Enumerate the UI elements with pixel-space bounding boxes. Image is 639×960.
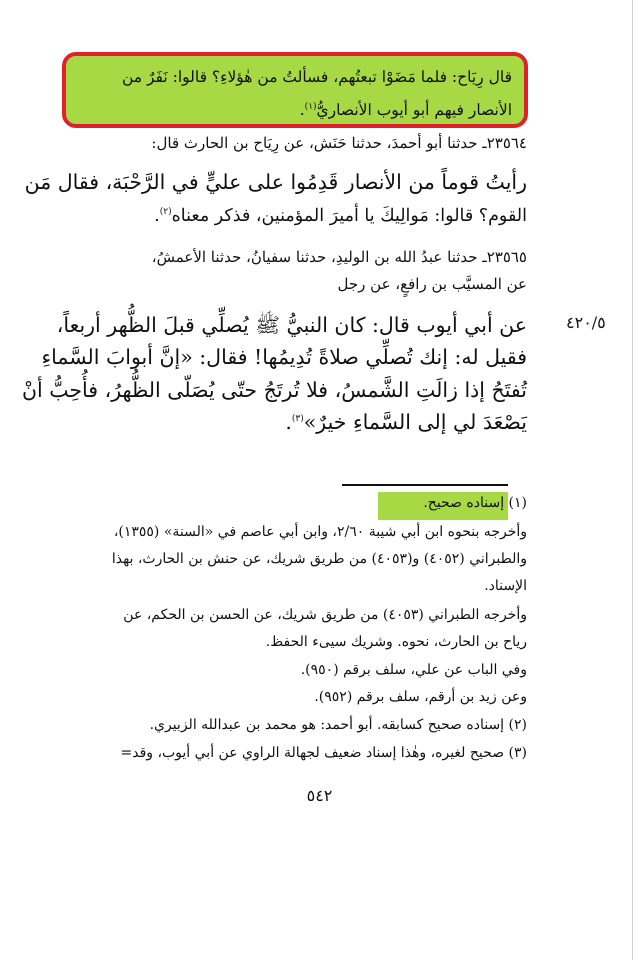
- page-number: ٥٤٢: [306, 786, 333, 805]
- hadith-23564-text-line-1: رأيتُ قوماً من الأنصار قَدِمُوا على عليٍّ في الرَّحْبَة، فقال مَن: [24, 170, 527, 194]
- highlighted-passage: [62, 52, 528, 128]
- footnote-1-line-2: والطبراني (٤٠٥٢) و(٤٠٥٣) من طريق شريك، عن حنش بن الحارث، بهذا: [111, 551, 527, 567]
- footnote-ref-2[interactable]: (٢): [159, 207, 172, 218]
- footnote-1-line-3: الإسناد.: [484, 578, 527, 594]
- footnote-1-line-1: وأخرجه بنحوه ابن أبي شيبة ٢/٦٠، وابن أبي عاصم في «السنة» (١٣٥٥)،: [113, 524, 527, 540]
- footnote-1-line-7: وعن زيد بن أرقم، سلف برقم (٩٥٢).: [314, 689, 527, 705]
- hadith-23565-text-line-2: فقيل له: إنك تُصلِّي صلاةً تُدِيمُها! فقال: «إنَّ أبوابَ السَّماءِ: [41, 345, 527, 369]
- hadith-23565-chain-line-2: عن المسيَّب بن رافعٍ، عن رجل: [337, 275, 527, 293]
- footnote-1-line-4: وأخرجه الطبراني (٤٠٥٣) من طريق شريك، عن الحسن بن الحكم، عن: [123, 607, 527, 623]
- footnote-1-title: (١) إسناده صحيح.: [423, 495, 527, 511]
- highlight-line-2: الأنصار فيهم أبو أيوب الأنصاريُّ$^{(١)}$.: [299, 101, 512, 120]
- highlight-line-1: قال رِيَاح: فلما مَضَوْا تبعتُهم، فسألتُ من هٰؤلاءِ؟ قالوا: نَفَرٌ من: [121, 68, 512, 86]
- footnote-ref-3[interactable]: (٣): [291, 414, 304, 425]
- footnote-separator: [342, 484, 508, 486]
- hadith-23565-text-line-1: عن أبي أيوب قال: كان النبيُّ ﷺ يُصلِّي قبلَ الظُّهر أربعاً،: [56, 313, 527, 337]
- hadith-23565-text-line-3: تُفتَحُ إذا زالَتِ الشَّمسُ، فلا تُرتَجُ حتّى يُصَلّى الظُّهرُ، فأُحِبُّ أنْ: [21, 378, 527, 402]
- footnote-2: (٢) إسناده صحيح كسابقه. أبو أحمد: هو محمد بن عبدالله الزبيري.: [149, 717, 527, 733]
- footnote-3: (٣) صحيح لغيره، وهٰذا إسناد ضعيف لجهالة الراوي عن أبي أيوب، وقد=: [120, 745, 527, 761]
- page-edge-line: [632, 0, 633, 960]
- footnote-1-line-6: وفي الباب عن علي، سلف برقم (٩٥٠).: [300, 662, 527, 678]
- footnote-1-line-5: رياح بن الحارث، نحوه. وشريك سيىء الحفظ.: [265, 634, 527, 650]
- hadith-23564-chain: ٢٣٥٦٤ـ حدثنا أبو أحمدَ، حدثنا حَنَش، عن رِيَاح بن الحارث قال:: [151, 134, 527, 152]
- hadith-23565-text-line-4: يَصْعَدَ لي إلى السَّماءِ خيرٌ»$^{(٣)}$.: [285, 410, 527, 434]
- hadith-23564-text-line-2: القوم؟ قالوا: مَوالِيكَ يا أميرَ المؤمنين، فذكر معناه$^{(٢)}$.: [154, 206, 527, 226]
- margin-reference: ٤٢٠/٥: [566, 313, 606, 332]
- hadith-23565-chain-line-1: ٢٣٥٦٥ـ حدثنا عبدُ الله بن الوليدِ، حدثنا سفيانُ، حدثنا الأعمشُ،: [151, 248, 527, 266]
- footnote-ref-1[interactable]: (١): [304, 102, 317, 112]
